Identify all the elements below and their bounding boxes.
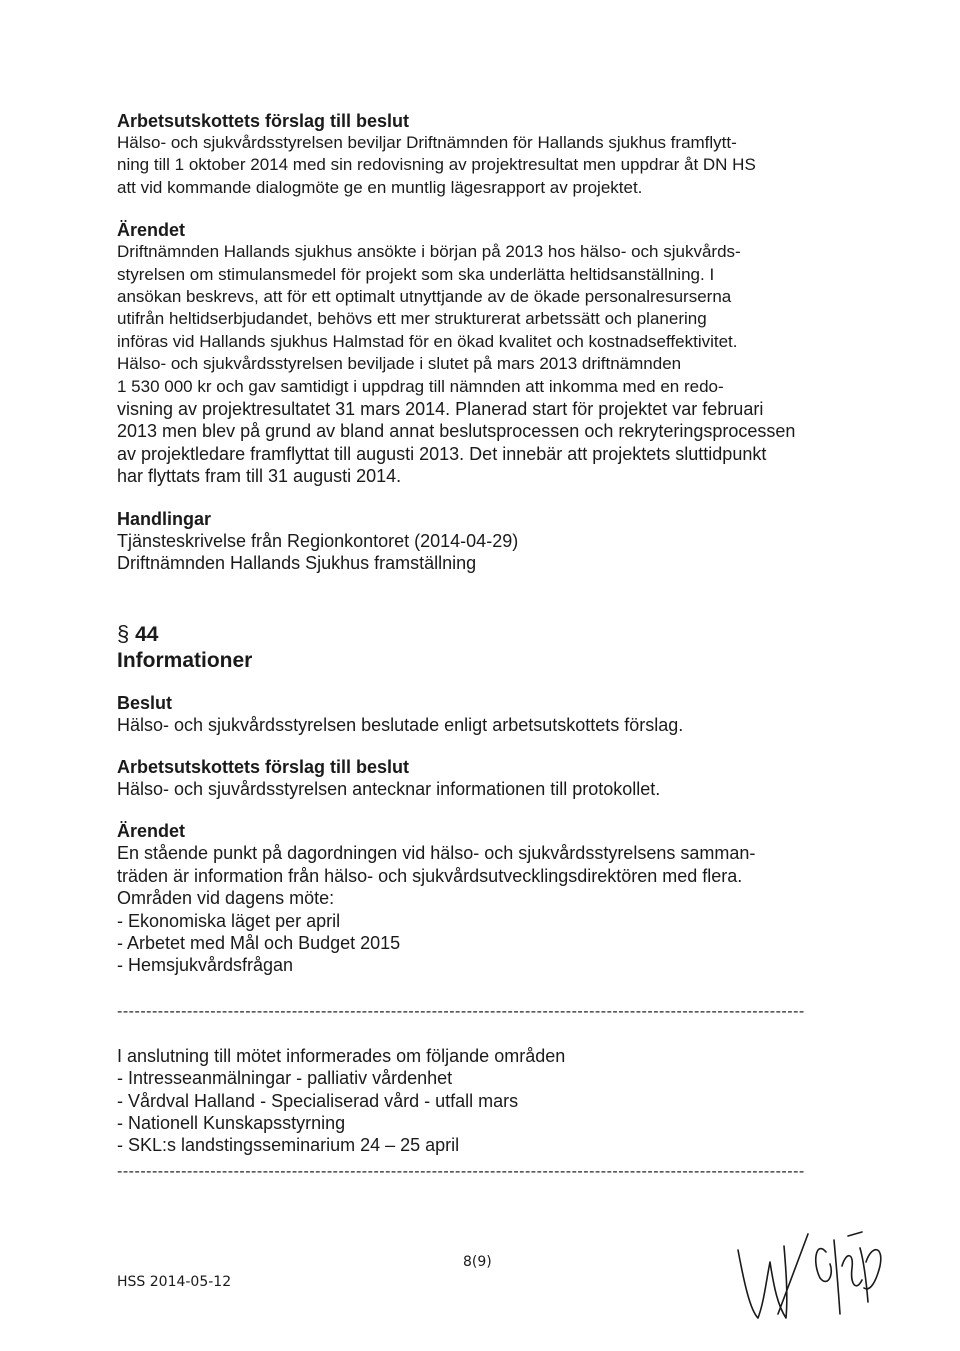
text-line: Hälso- och sjukvårdsstyrelsen beviljade i slutet på mars 2013 driftnämnden — [117, 354, 682, 374]
text-line: träden är information från hälso- och sjukvårdsutvecklingsdirektören med flera. — [117, 865, 743, 886]
text-line: Driftnämnden Hallands Sjukhus framställning — [117, 553, 477, 574]
text-line: Områden vid dagens möte: — [117, 888, 335, 909]
text-line: har flyttats fram till 31 augusti 2014. — [117, 466, 402, 487]
text-line: Tjänsteskrivelse från Regionkontoret (2014-04-29) — [117, 530, 519, 551]
paragraph-symbol: § — [117, 620, 130, 646]
section-heading: Ärendet — [117, 220, 186, 241]
list-item: - Vårdval Halland - Specialiserad vård - utfall mars — [117, 1090, 519, 1111]
paragraph-number-value: 44 — [135, 622, 159, 646]
text-line: att vid kommande dialogmöte ge en muntlig lägesrapport av projektet. — [117, 177, 643, 197]
document-body — [117, 110, 857, 1181]
separator-line: ---------------------------------------------------------------------------------------------------------------------- — [117, 1162, 805, 1180]
list-item: - Hemsjukvårdsfrågan — [117, 955, 294, 976]
text-line: Hälso- och sjukvårdsstyrelsen beslutade enligt arbetsutskottets förslag. — [117, 714, 684, 735]
text-line: Driftnämnden Hallands sjukhus ansökte i början på 2013 hos hälso- och sjukvårds- — [117, 242, 741, 262]
text-line: styrelsen om stimulansmedel för projekt som ska underlätta heltidsanställning. I — [117, 264, 715, 284]
section-heading: Arbetsutskottets förslag till beslut — [117, 111, 410, 131]
text-line: av projektledare framflyttat till augusti 2013. Det innebär att projektets sluttidpunkt — [117, 443, 767, 464]
text-line: ning till 1 oktober 2014 med sin redovisning av projektresultat men uppdrar åt DN HS — [117, 155, 756, 175]
page-number: 8(9) — [463, 1254, 492, 1270]
section-heading: Ärendet — [117, 821, 186, 842]
text-line: 2013 men blev på grund av bland annat beslutsprocessen och rekryteringsprocessen — [117, 421, 796, 442]
section-heading: Beslut — [117, 692, 173, 713]
text-line: utifrån heltidserbjudandet, behövs ett mer strukturerat arbetssätt och planering — [117, 309, 707, 329]
text-line: I anslutning till mötet informerades om följande områden — [117, 1045, 566, 1066]
list-item: - Nationell Kunskapsstyrning — [117, 1112, 346, 1133]
list-item: - Ekonomiska läget per april — [117, 910, 341, 931]
text-line: Hälso- och sjukvårdsstyrelsen beviljar Driftnämnden för Hallands sjukhus framflytt- — [117, 133, 737, 152]
text-line: En stående punkt på dagordningen vid hälso- och sjukvårdsstyrelsens samman- — [117, 843, 756, 864]
list-item: - SKL:s landstingsseminarium 24 – 25 april — [117, 1135, 460, 1156]
signature-initials — [730, 1222, 890, 1332]
paragraph-number — [117, 621, 857, 648]
section-heading: Handlingar — [117, 508, 212, 529]
text-line: Hälso- och sjuvårdsstyrelsen antecknar informationen till protokollet. — [117, 778, 661, 799]
list-item: - Arbetet med Mål och Budget 2015 — [117, 932, 401, 953]
text-line: införas vid Hallands sjukhus Halmstad för en ökad kvalitet och kostnadseffektivitet. — [117, 331, 738, 351]
section-heading: Arbetsutskottets förslag till beslut — [117, 756, 410, 777]
text-line: visning av projektresultatet 31 mars 2014. Planerad start för projektet var februari — [117, 399, 764, 420]
footer-date: HSS 2014-05-12 — [117, 1274, 232, 1290]
list-item: - Intresseanmälningar - palliativ vårdenhet — [117, 1068, 453, 1089]
text-line: ansökan beskrevs, att för ett optimalt utnyttjande av de ökade personalresurserna — [117, 287, 732, 307]
separator-line: ---------------------------------------------------------------------------------------------------------------------- — [117, 1002, 805, 1020]
paragraph-title: Informationer — [117, 648, 253, 672]
text-line: 1 530 000 kr och gav samtidigt i uppdrag till nämnden att inkomma med en redo- — [117, 376, 724, 396]
